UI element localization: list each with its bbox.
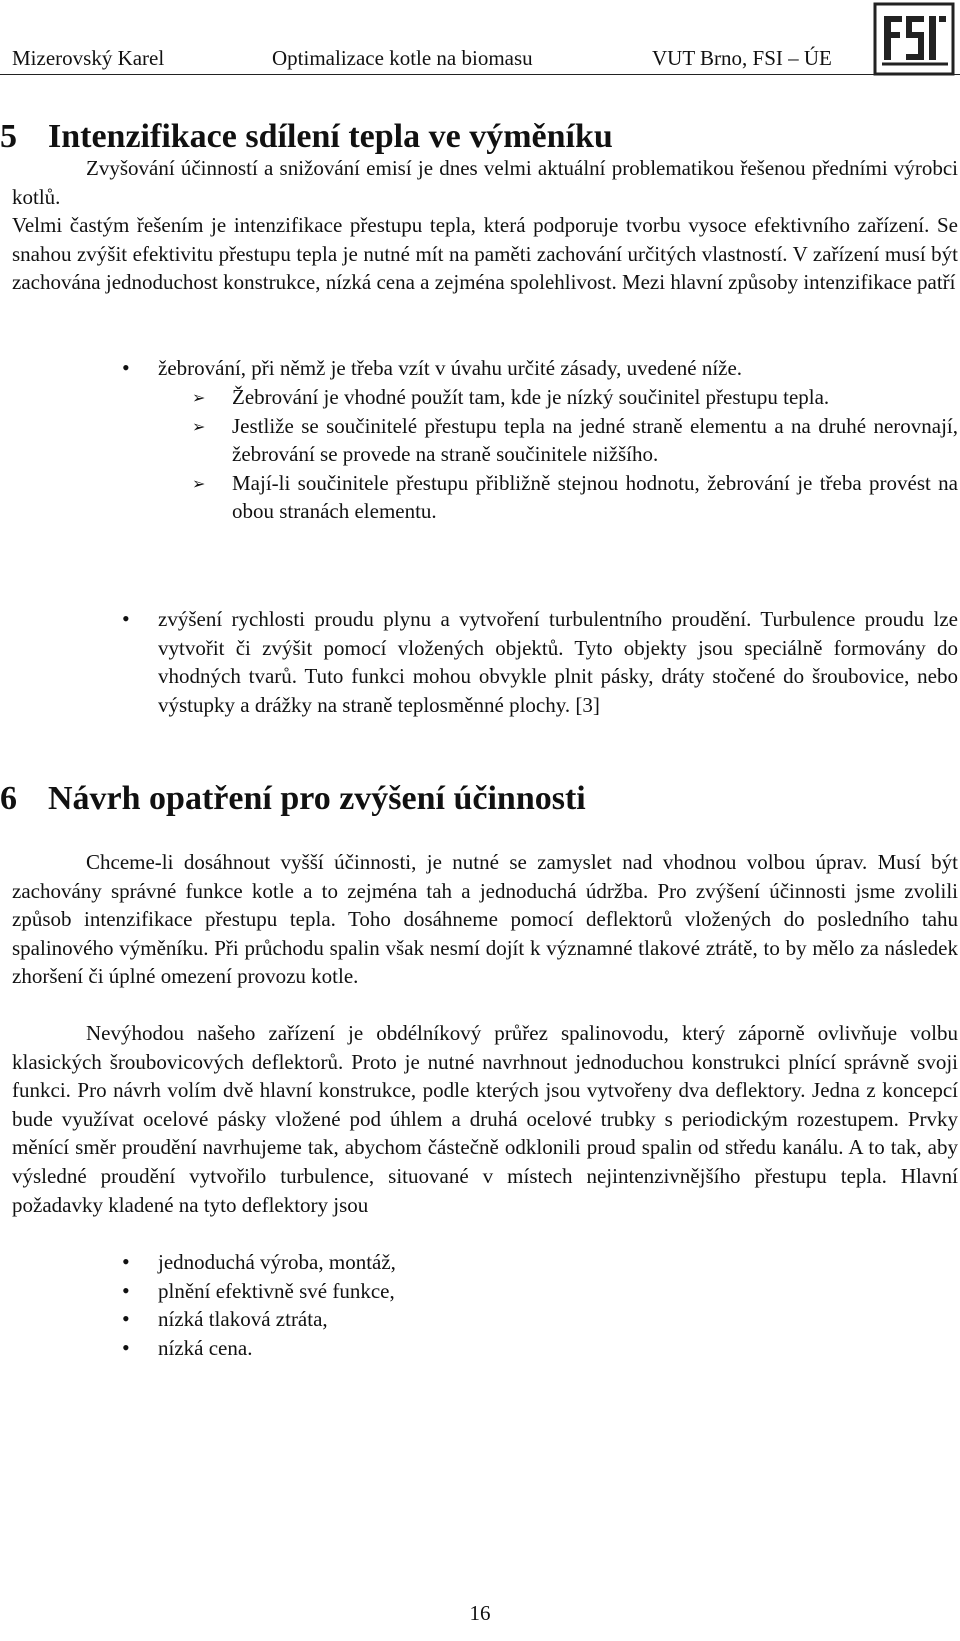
sub-item-text: Mají-li součinitele přestupu přibližně stejnou hodnotu, žebrování je třeba provést na obou stranách elementu. — [232, 470, 958, 524]
requirements-list — [122, 1248, 958, 1362]
list-item — [192, 383, 958, 412]
bullet-text: žebrování, při němž je třeba vzít v úvahu určité zásady, uvedené níže. — [158, 356, 743, 380]
header-author: Mizerovský Karel — [12, 46, 165, 70]
section-5-paragraph-2: Velmi častým řešením je intenzifikace přestupu tepla, která podporuje tvorbu vysoce efektivního zařízení. Se snahou zvýšit efektivitu přestupu tepla je nutné mít na paměti zachování určitých vlastností. V zařízení musí být zachována jednoduchost konstrukce, nízká cena a zejména spolehlivost. Mezi hlavní způsoby intenzifikace patří — [12, 213, 958, 295]
section-5-bullet-list-1 — [122, 354, 958, 383]
bullet-icon: • — [122, 1306, 130, 1332]
requirement-text: jednoduchá výroba, montáž, — [158, 1250, 396, 1274]
arrow-bullet-icon: ➢ — [192, 416, 206, 436]
section-5-heading — [0, 118, 613, 156]
header-title: Optimalizace kotle na biomasu — [272, 46, 533, 70]
list-item — [122, 605, 958, 719]
list-item — [122, 1277, 958, 1306]
bullet-icon: • — [122, 1249, 130, 1274]
section-5-paragraph-1: Zvyšování účinností a snižování emisí je dnes velmi aktuální problematikou řešenou předními výrobci kotlů. — [12, 156, 958, 209]
list-item — [122, 1334, 958, 1363]
header-divider — [0, 74, 960, 75]
sub-item-text: Žebrování je vhodné použít tam, kde je nízký součinitel přestupu tepla. — [232, 385, 830, 409]
list-item — [122, 1248, 958, 1277]
fsi-logo-icon — [872, 2, 956, 76]
section-5-sub-list — [192, 383, 958, 526]
arrow-bullet-icon: ➢ — [192, 388, 206, 407]
list-item — [192, 469, 958, 526]
list-item — [122, 1305, 958, 1334]
section-6-heading — [0, 780, 586, 818]
bullet-text: zvýšení rychlosti proudu plynu a vytvoření turbulentního proudění. Turbulence proudu lze vytvořit či zvýšit pomocí vložených objektů. Tyto objekty jsou speciálně formovány do vhodných tvarů. Tuto funkci mohou obvykle plnit pásky, dráty stočené do šroubovice, nebo výstupky a drážky na straně teplosměnné plochy. [3] — [158, 607, 958, 717]
page-number: 16 — [469, 1601, 491, 1625]
requirement-text: plnění efektivně své funkce, — [158, 1278, 395, 1303]
bullet-icon: • — [122, 606, 130, 631]
page-header — [12, 0, 956, 76]
requirement-text: nízká cena. — [158, 1335, 253, 1360]
section-5-number: 5 — [0, 118, 17, 155]
bullet-icon: • — [122, 1277, 130, 1303]
arrow-bullet-icon: ➢ — [192, 473, 206, 493]
section-6-paragraph-1: Chceme-li dosáhnout vyšší účinnosti, je nutné se zamyslet nad vhodnou volbou úprav. Musí být zachovány správné funkce kotle a to zejména tah a jednoduchá údržba. Pro zvýšení účinnosti jsme zvolili způsob intenzifikace přestupu tepla. Toho dosáhneme pomocí deflektorů vložených do posledního tahu spalinového výměníku. Při průchodu spalin však nesmí dojít k významné tlakové ztrátě, to by mělo za následek zhoršení či úplné omezení provozu kotle. — [12, 850, 958, 989]
list-item — [192, 412, 958, 469]
section-5-bullet-list-2 — [122, 605, 958, 719]
bullet-icon: • — [122, 355, 130, 380]
bullet-icon: • — [122, 1334, 130, 1360]
section-5-title: Intenzifikace sdílení tepla ve výměníku — [48, 118, 613, 155]
header-institution: VUT Brno, FSI – ÚE — [652, 46, 832, 70]
requirement-text: nízká tlaková ztráta, — [158, 1307, 328, 1332]
list-item — [122, 354, 958, 383]
section-6-number: 6 — [0, 780, 17, 817]
section-6-title: Návrh opatření pro zvýšení účinnosti — [48, 780, 586, 817]
sub-item-text: Jestliže se součinitelé přestupu tepla na jedné straně elementu a na druhé nerovnají, žebrování se provede na straně součinitele nižšího. — [232, 413, 958, 467]
section-6-paragraph-2: Nevýhodou našeho zařízení je obdélníkový průřez spalinovodu, který záporně ovlivňuje volbu klasických šroubovicových deflektorů. Proto je nutné navrhnout jednoduchou konstrukci plnící správně svoji funkci. Pro návrh volím dvě hlavní konstrukce, podle kterých jsou vytvořeny dva deflektory. Jedna z koncepcí bude využívat ocelové pásky vložené pod úhlem a druhá ocelové trubky s periodickým rozestupem. Prvky měnící směr proudění navrhujeme tak, abychom částečně odklonili proud spalin od středu kanálu. A to tak, aby výsledné proudění vytvořilo turbulence, situované v místech nejintenzivnějšího přestupu tepla. Hlavní požadavky kladené na tyto deflektory jsou — [12, 1021, 958, 1217]
